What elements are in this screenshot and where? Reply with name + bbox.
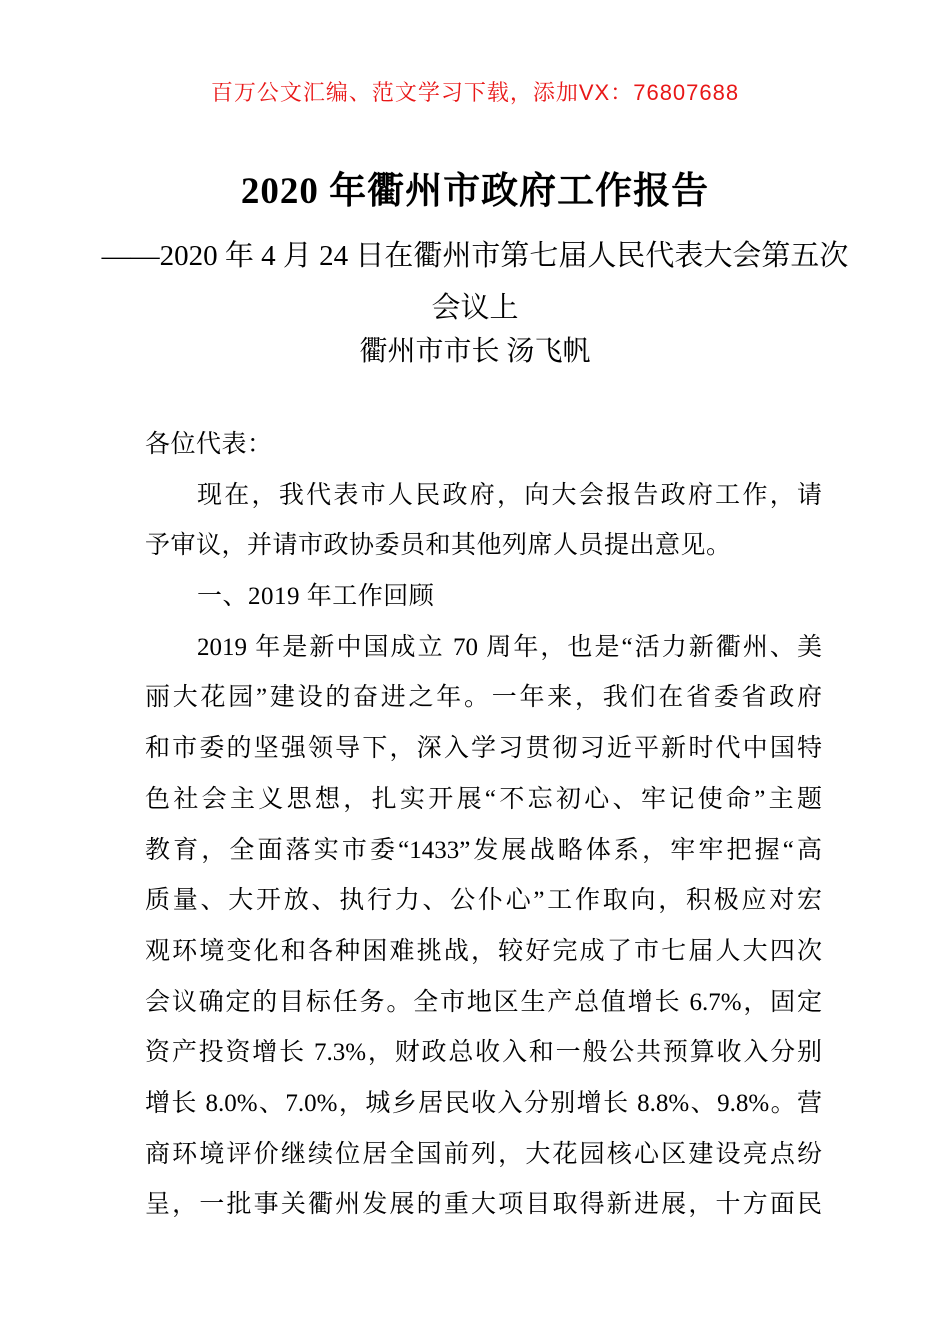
body-line-13: 资产投资增长 7.3%，财政总收入和一般公共预算收入分别 xyxy=(145,1039,822,1067)
watermark-banner-text: 百万公文汇编、范文学习下载，添加VX：76807688 xyxy=(210,80,740,105)
body-line-2: 现在，我代表市人民政府，向大会报告政府工作，请 xyxy=(197,481,822,509)
body-line-12: 会议确定的目标任务。全市地区生产总值增长 6.7%，固定 xyxy=(145,988,822,1016)
body-line-15: 商环境评价继续位居全国前列，大花园核心区建设亮点纷 xyxy=(145,1140,822,1168)
body-line-3: 予审议，并请市政协委员和其他列席人员提出意见。 xyxy=(145,532,732,560)
body-line-7: 和市委的坚强领导下，深入学习贯彻习近平新时代中国特 xyxy=(145,735,822,763)
body-line-10: 质量、大开放、执行力、公仆心”工作取向，积极应对宏 xyxy=(145,887,822,915)
author-line: 衢州市市长 汤飞帆 xyxy=(359,336,591,367)
body-line-4: 一、2019 年工作回顾 xyxy=(197,583,435,611)
document-body xyxy=(145,420,822,1231)
body-line-14: 增长 8.0%、7.0%，城乡居民收入分别增长 8.8%、9.8%。营 xyxy=(145,1089,822,1117)
body-line-8: 色社会主义思想，扎实开展“不忘初心、牢记使命”主题 xyxy=(145,785,822,813)
body-line-1: 各位代表： xyxy=(145,431,273,458)
page-title: 2020 年衢州市政府工作报告 xyxy=(240,171,710,212)
subtitle-line-2: 会议上 xyxy=(431,292,519,324)
body-line-16: 呈，一批事关衢州发展的重大项目取得新进展，十方面民 xyxy=(145,1191,822,1219)
body-line-9: 教育，全面落实市委“1433”发展战略体系，牢牢把握“高 xyxy=(145,836,822,864)
subtitle-line-1: ——2020 年 4 月 24 日在衢州市第七届人民代表大会第五次 xyxy=(101,240,849,272)
body-line-6: 丽大花园”建设的奋进之年。一年来，我们在省委省政府 xyxy=(145,684,822,712)
subtitle xyxy=(0,230,950,334)
body-line-11: 观环境变化和各种困难挑战，较好完成了市七届人大四次 xyxy=(145,937,822,965)
body-line-5: 2019 年是新中国成立 70 周年，也是“活力新衢州、美 xyxy=(197,633,822,661)
